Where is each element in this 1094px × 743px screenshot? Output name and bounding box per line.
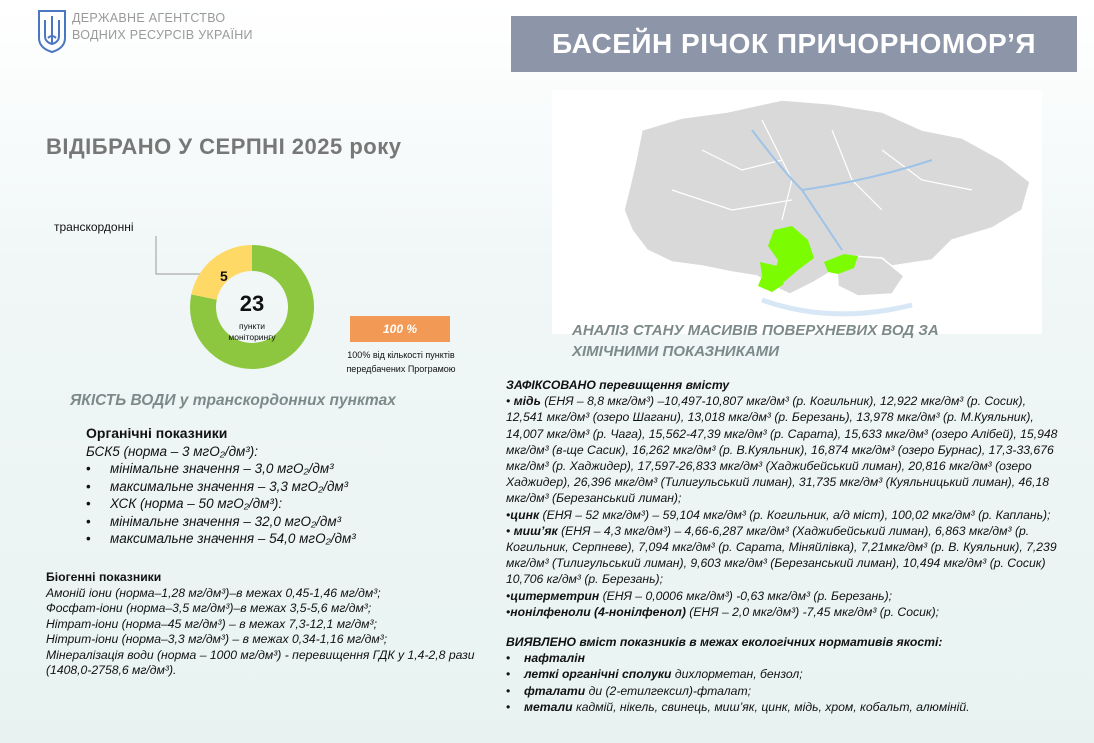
mineralization-line: Мінералізація води (норма – 1000 мг/дм³) - перевищення ГДК у 1,4-2,8 рази (1408,0-2758,6 мг/дм³). bbox=[46, 647, 475, 677]
within-item-metals: • метали кадмій, нікель, свинець, миш’як, цинк, мідь, хром, кобальт, алюміній. bbox=[506, 699, 1066, 715]
agency-name bbox=[72, 10, 253, 44]
nonylphenol-text: (ЕНЯ – 2,0 мкг/дм³) -7,45 мкг/дм³ (р. Сосик); bbox=[685, 604, 940, 619]
exceed-title: ЗАФІКСОВАНО перевищення вмісту bbox=[506, 378, 730, 392]
ukraine-map bbox=[552, 90, 1042, 334]
coverage-percent-badge: 100 % bbox=[350, 316, 450, 342]
organic-indicators bbox=[86, 425, 446, 548]
water-quality-heading: ЯКІСТЬ ВОДИ у транскордонних пунктах bbox=[70, 392, 396, 409]
exceedance-section bbox=[506, 377, 1066, 715]
monitoring-donut-chart bbox=[190, 245, 314, 369]
bod-max: • максимальне значення – 3,3 мгО₂/дм³ bbox=[86, 478, 446, 496]
biogenic-indicators bbox=[46, 570, 476, 679]
phosphate-line: Фосфат-іони (норма–3,5 мг/дм³)–в межах 3,5-5,6 мг/дм³; bbox=[46, 601, 372, 615]
copper-text: (ЕНЯ – 8,8 мкг/дм³) –10,497-10,807 мкг/дм³ (р. Когильник), 12,922 мкг/дм³ (р. Сосик), 12,541 мкг/дм³ (озеро Шагани), 13,018 мкг/дм³ (р. Березань), 13,978 мкг/дм³ (р. М.Куяльник), 14,007 мкг/дм³ (р. Чага), 15,562-47,39 мкг/дм³ (р. Сарата), 15,633 мкг/дм³ (озеро Алібей), 15,948 мкг/дм³ (в-ще Сасик), 16,262 мкг/дм³ (р. В.Куяльник), 16,874 мкг/дм³ (озеро Бурнас), 17,3-33,676 мкг/дм³ (р. Хаджидер), 17,597-26,833 мкг/дм³ (Хаджибейський лиман), 20,816 мкг/дм³ (озеро Хаджидер), 26,396 мкг/дм³ (Тилигульський лиман), 31,735 мкг/дм³ (Куяльницький лиман), 46,18 мкг/дм³ (Березанський лиман); bbox=[506, 394, 1058, 506]
nonylphenol-label: нонілфеноли (4-нонілфенол) bbox=[510, 604, 686, 619]
nitrate-line: Нітрат-іони (норма–45 мг/дм³) – в межах 7,3-12,1 мг/дм³; bbox=[46, 616, 377, 631]
donut-total: 23 bbox=[239, 291, 265, 316]
agency-line-1: ДЕРЖАВНЕ АГЕНТСТВО bbox=[72, 11, 226, 25]
within-item-voc: • леткі органічні сполуки дихлорметан, бензол; bbox=[506, 666, 1066, 682]
cypermethrin-item: •цитерметрин (ЕНЯ – 0,0006 мкг/дм³) -0,63 мкг/дм³ (р. Березань); bbox=[506, 588, 893, 603]
coverage-note: 100% від кількості пунктів передбачених Програмою bbox=[346, 350, 456, 374]
legend-transboundary: транскордонні bbox=[54, 220, 134, 234]
ammonium-line: Амоній іони (норма–1,28 мг/дм³)–в межах 0,45-1,46 мг/дм³; bbox=[46, 585, 381, 600]
sampled-heading: ВІДІБРАНО У СЕРПНІ 2025 року bbox=[46, 134, 402, 159]
basin-title-banner: БАСЕЙН РІЧОК ПРИЧОРНОМОР’Я bbox=[511, 16, 1077, 72]
donut-slice-label: 5 bbox=[220, 268, 228, 284]
organic-list bbox=[86, 460, 446, 548]
cypermethrin-label: цитерметрин bbox=[510, 588, 600, 603]
zinc-item: •цинк (ЕНЯ – 52 мкг/дм³) – 59,104 мкг/дм³ (р. Когильник, а/д міст), 100,02 мкг/дм³ (р. Каплань); bbox=[506, 507, 1051, 522]
biogenic-title: Біогенні показники bbox=[46, 570, 162, 584]
nonylphenol-item: •нонілфеноли (4-нонілфенол) (ЕНЯ – 2,0 мкг/дм³) -7,45 мкг/дм³ (р. Сосик); bbox=[506, 604, 940, 619]
bod-norm: БСК5 (норма – 3 мгО₂/дм³): bbox=[86, 443, 259, 459]
within-title: ВИЯВЛЕНО вміст показників в межах екологічних нормативів якості: bbox=[506, 635, 943, 650]
within-item-naphthalene: • нафталін bbox=[506, 650, 1066, 666]
arsenic-item: • миш’як (ЕНЯ – 4,3 мкг/дм³) – 4,66-6,287 мкг/дм³ (Хаджибейський лиман), 6,863 мкг/дм³ (р. Когильник, Серпневе), 7,094 мкг/дм³ (р. Сарата, Міняйлівка), 7,21мкг/дм³ (р. В. Куяльник), 7,239 мкг/дм³ (Тилигульський лиман), 9,603 мкг/дм³ (Березанський лиман), 10,494 мкг/дм³ (р. Сосик) 10,706 кг/дм³ (р. Березань); bbox=[506, 523, 1057, 587]
trident-emblem-icon bbox=[36, 8, 68, 54]
analysis-heading: АНАЛІЗ СТАНУ МАСИВІВ ПОВЕРХНЕВИХ ВОД ЗА ХІМІЧНИМИ ПОКАЗНИКАМИ bbox=[572, 322, 939, 360]
cod-min: • мінімальне значення – 32,0 мгО₂/дм³ bbox=[86, 513, 446, 531]
copper-label: мідь bbox=[513, 394, 541, 409]
agency-line-2: ВОДНИХ РЕСУРСІВ УКРАЇНИ bbox=[72, 28, 253, 42]
copper-item: • мідь (ЕНЯ – 8,8 мкг/дм³) –10,497-10,807 мкг/дм³ (р. Когильник), 12,922 мкг/дм³ (р. Сосик), 12,541 мкг/дм³ (озеро Шагани), 13,018 мкг/дм³ (р. Березань), 13,978 мкг/дм³ (р. М.Куяльник), 14,007 мкг/дм³ (р. Чага), 15,562-47,39 мкг/дм³ (р. Сарата), 15,633 мкг/дм³ (озеро Алібей), 15,948 мкг/дм³ (в-ще Сасик), 16,262 мкг/дм³ (р. В.Куяльник), 16,874 мкг/дм³ (озеро Бурнас), 17,3-33,676 мкг/дм³ (р. Хаджидер), 17,597-26,833 мкг/дм³ (Хаджибейський лиман), 20,816 мкг/дм³ (озеро Хаджидер), 26,396 мкг/дм³ (Тилигульський лиман), 31,735 мкг/дм³ (Куяльницький лиман), 46,18 мкг/дм³ (Березанський лиман); bbox=[506, 394, 1058, 506]
cod-max: • максимальне значення – 54,0 мгО₂/дм³ bbox=[86, 530, 446, 548]
cod-norm: • ХСК (норма – 50 мгО₂/дм³): bbox=[86, 495, 446, 513]
cypermethrin-text: (ЕНЯ – 0,0006 мкг/дм³) -0,63 мкг/дм³ (р. Березань); bbox=[599, 588, 893, 603]
within-item-phthalates: • фталати ди (2-етилгексил)-фталат; bbox=[506, 683, 1066, 699]
within-list bbox=[506, 650, 1066, 715]
donut-center-label-2: моніторингу bbox=[228, 332, 276, 342]
arsenic-text: (ЕНЯ – 4,3 мкг/дм³) – 4,66-6,287 мкг/дм³ (Хаджибейський лиман), 6,863 мкг/дм³ (р. Когильник, Серпневе), 7,094 мкг/дм³ (р. Сарата, Міняйлівка), 7,21мкг/дм³ (р. В. Куяльник), 7,239 мкг/дм³ (Тилигульський лиман), 9,603 мкг/дм³ (Березанський лиман), 10,494 мкг/дм³ (р. Сосик) 10,706 кг/дм³ (р. Березань); bbox=[506, 523, 1057, 587]
nitrite-line: Нітрит-іони (норма–3,3 мг/дм³) – в межах 0,34-1,16 мг/дм³; bbox=[46, 632, 388, 646]
zinc-text: (ЕНЯ – 52 мкг/дм³) – 59,104 мкг/дм³ (р. Когильник, а/д міст), 100,02 мкг/дм³ (р. Каплань); bbox=[539, 507, 1051, 522]
arsenic-label: миш’як bbox=[513, 523, 558, 538]
zinc-label: цинк bbox=[510, 507, 540, 522]
donut-center-label-1: пункти bbox=[238, 321, 266, 331]
organic-title: Органічні показники bbox=[86, 425, 228, 441]
bod-min: • мінімальне значення – 3,0 мгО₂/дм³ bbox=[86, 460, 446, 478]
